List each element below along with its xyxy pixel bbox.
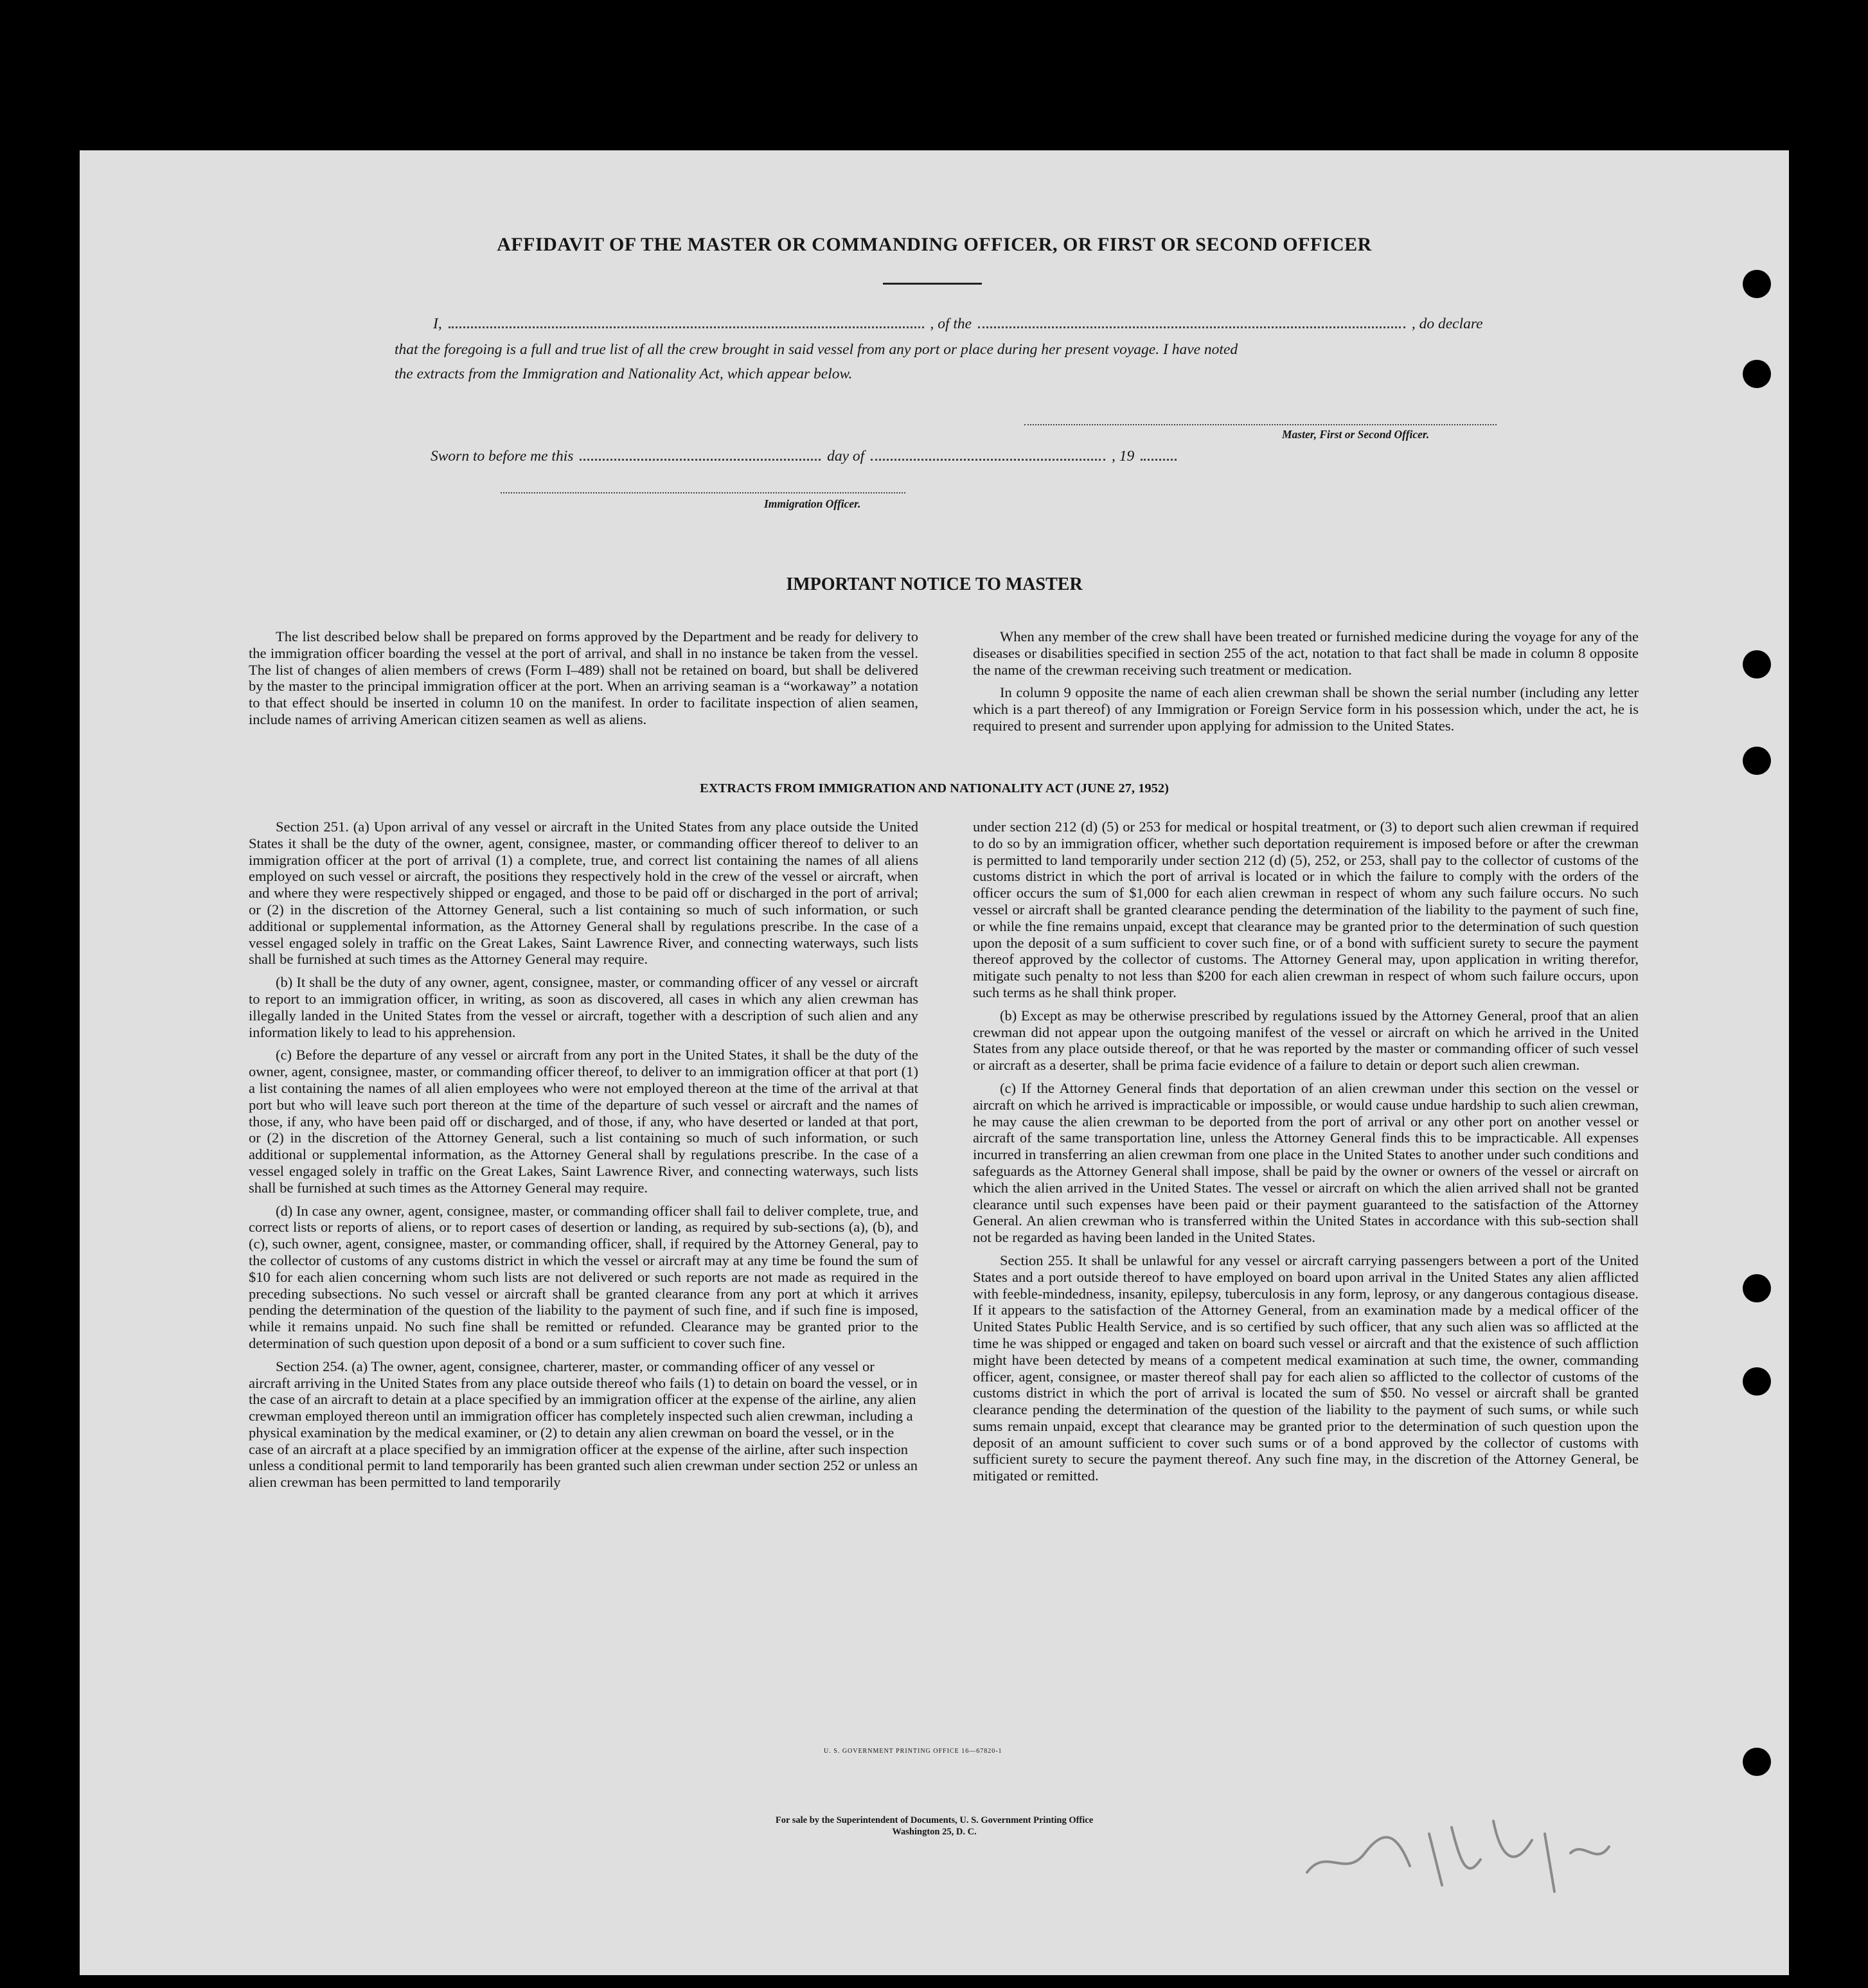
sworn-day-blank[interactable]	[580, 458, 821, 461]
year-label: , 19	[1111, 448, 1135, 465]
section-paragraph: Section 251. (a) Upon arrival of any vessel or aircraft in the United States from any place outside the United States it shall be the duty of the owner, agent, consignee, master, or commanding officer thereof to deliver to an immigration officer at the port of arrival (1) a complete, true, and correct list containing the names of all aliens employed on such vessel or aircraft, the positions they respectively hold in the crew of the vessel or aircraft, when and where they were respectively shipped or engaged, and those to be paid off or discharged in the port of arrival; or (2) in the discretion of the Attorney General, such a list containing so much of such information, or such additional or supplemental information, as the Attorney General shall by regulations prescribe. In the case of a vessel engaged solely in traffic on the Great Lakes, Saint Lawrence River, and connecting waterways, such lists shall be furnished at such times as the Attorney General may require.	[249, 819, 918, 968]
declaration-line-3: the extracts from the Immigration and Nationality Act, which appear below.	[395, 366, 853, 382]
section-paragraph: (b) Except as may be otherwise prescribed by regulations issued by the Attorney General, proof that an alien crewman did not appear upon the outgoing manifest of the vessel or aircraft on which he arrived in the United States from any place outside thereof, or that he was reported by the master or commanding officer of such vessel or aircraft as a deserter, shall be prima facie evidence of a failure to detain or deport such alien crewman.	[973, 1007, 1639, 1074]
binder-hole	[1743, 1748, 1771, 1776]
i-label: I,	[433, 315, 442, 332]
vessel-blank[interactable]	[978, 326, 1405, 328]
printing-office-imprint: U. S. GOVERNMENT PRINTING OFFICE 16—67820-1	[824, 1748, 1002, 1755]
notice-paragraph: The list described below shall be prepared on forms approved by the Department and be ready for delivery to the immigration officer boarding the vessel at the port of arrival, and shall in no instance be taken from the vessel. The list of changes of alien members of crews (Form I–489) shall not be retained on board, but shall be delivered by the master to the principal immigration officer at the port. When an arriving seaman is a “workaway” a notation to that effect should be inserted in column 10 on the manifest. In order to facilitate inspection of alien seamen, include names of arriving American citizen seamen as well as aliens.	[249, 628, 918, 727]
name-blank[interactable]	[449, 326, 924, 328]
section-paragraph: (c) If the Attorney General finds that deportation of an alien crewman under this section on the vessel or aircraft on which he arrived is impracticable or impossible, or would cause undue hardship to such alien crewman, he may cause the alien crewman to be deported from the port of arrival or any other port on another vessel or aircraft of the same transportation line, unless the Attorney General finds this to be impracticable. All expenses incurred in transferring an alien crewman from one place in the United States to another under such conditions and safeguards as the Attorney General shall impose, shall be paid by the owner or owners of the vessel or aircraft on which the alien arrived in the United States. The vessel or aircraft on which the alien arrived shall not be granted clearance until such expenses have been paid or their payment guaranteed to the satisfaction of the Attorney General. An alien crewman who is transferred within the United States in accordance with this sub-section shall not be regarded as having been landed in the United States.	[973, 1079, 1639, 1246]
of-the-label: , of the	[930, 315, 972, 332]
binder-hole	[1743, 270, 1771, 298]
day-of-label: day of	[827, 448, 865, 465]
affidavit-title: AFFIDAVIT OF THE MASTER OR COMMANDING OFFICER, OR FIRST OR SECOND OFFICER	[497, 234, 1372, 255]
extracts-left-column	[249, 819, 918, 1497]
sale-notice	[594, 1815, 1275, 1838]
notice-right-column	[973, 628, 1639, 741]
sworn-line	[431, 443, 1179, 469]
sworn-year-blank[interactable]	[1141, 458, 1177, 461]
extracts-right-column	[973, 819, 1639, 1491]
sale-line-2: Washington 25, D. C.	[892, 1827, 977, 1837]
notice-paragraph: When any member of the crew shall have been treated or furnished medicine during the voyage for any of the diseases or disabilities specified in section 255 of the act, notation to that fact shall be made in column 8 opposite the name of the crewman receiving such treatment or medication.	[973, 628, 1639, 678]
sale-line-1: For sale by the Superintendent of Documents, U. S. Government Printing Office	[775, 1815, 1094, 1825]
master-signature-line[interactable]	[1024, 424, 1497, 425]
binder-hole	[1743, 1274, 1771, 1302]
section-paragraph: Section 254. (a) The owner, agent, consignee, charterer, master, or commanding officer of any vessel or aircraft arriving in the United States from any place outside thereof who fails (1) to detain on board the vessel, or in the case of an aircraft to detain at a place specified by an immigration officer at the expense of the airline, any alien crewman employed thereon until an immigration officer has completely inspected such alien crewman, including a physical examination by the medical examiner, or (2) to detain any alien crewman on board the vessel, or in the case of an aircraft at a place specified by an immigration officer at the expense of the airline, after such inspection unless a conditional permit to land temporarily has been granted such alien crewman under section 252 or unless an alien crewman has been permitted to land temporarily	[249, 1358, 918, 1491]
immigration-officer-label: Immigration Officer.	[764, 497, 861, 510]
binder-hole	[1743, 360, 1771, 388]
section-paragraph: (b) It shall be the duty of any owner, agent, consignee, master, or commanding officer of any vessel or aircraft to report to an immigration officer, in writing, as soon as discovered, all cases in which any alien crewman has illegally landed in the United States from the vessel or aircraft, together with a description of such alien and any information likely to lead to his apprehension.	[249, 974, 918, 1040]
sworn-month-blank[interactable]	[871, 458, 1105, 461]
handwritten-scribble	[1301, 1795, 1622, 1911]
master-signature-label: Master, First or Second Officer.	[1282, 428, 1430, 441]
section-paragraph: under section 212 (d) (5) or 253 for medical or hospital treatment, or (3) to deport such alien crewman if required to do so by an immigration officer, whether such deportation requirement is imposed before or after the crewman is permitted to land temporarily under section 212 (d) (5), 252, or 253, shall pay to the collector of customs of the customs district in which the port of arrival is located or in which the failure to comply with the orders of the officer occurs the sum of $1,000 for each alien crewman in respect of whom any such failure occurs. No such vessel or aircraft shall be granted clearance pending the determination of the liability to the payment of such fine, or while the fine remains unpaid, except that clearance may be granted prior to the determination of such question upon the deposit of a sum sufficient to cover such fine, or of a bond with sufficient surety to secure the payment thereof approved by the collector of customs. The Attorney General may, upon application in writing therefor, mitigate such penalty to not less than $200 for each alien crewman in respect of whom such failure occurs, upon such terms as he shall think proper.	[973, 819, 1639, 1000]
declaration-line-2: that the foregoing is a full and true list of all the crew brought in said vessel from any port or place during her present voyage. I have noted	[395, 341, 1238, 358]
do-declare-label: , do declare	[1411, 315, 1483, 332]
notice-left-column	[249, 628, 918, 734]
title-underline	[883, 283, 982, 285]
section-paragraph: (c) Before the departure of any vessel or aircraft from any port in the United States, it shall be the duty of the owner, agent, consignee, master, or commanding officer thereof, to deliver to an immigration officer at that port (1) a list containing the names of all alien employees who were not employed thereon at the time of the arrival at that port but who will leave such port thereon at the time of the departure of such vessel or aircraft and the names of those, if any, who have been paid off or discharged, and of those, if any, who have deserted or landed at that port, or (2) in the discretion of the Attorney General, such a list containing so much of such information, or such additional or supplemental information, as the Attorney General shall by regulations prescribe. In the case of a vessel engaged solely in traffic on the Great Lakes, Saint Lawrence River, and connecting waterways, such lists shall be furnished at such times as the Attorney General may require.	[249, 1047, 918, 1196]
sworn-label: Sworn to before me this	[431, 448, 574, 465]
declaration-line-1	[433, 311, 1483, 337]
section-paragraph: Section 255. It shall be unlawful for any vessel or aircraft carrying passengers between a port of the United States and a port outside thereof to have employed on board upon arrival in the United States any alien afflicted with feeble-mindedness, insanity, epilepsy, tuberculosis in any form, leprosy, or any dangerous contagious disease. If it appears to the satisfaction of the Attorney General, from an examination made by a medical officer of the United States Public Health Service, and is so certified by such officer, that any such alien was so afflicted at the time he was shipped or engaged and taken on board such vessel or aircraft and that the existence of such affliction might have been detected by means of a competent medical examination at such time, the owner, commanding officer, agent, consignee, or master thereof shall pay for each alien so afflicted to the collector of customs of the customs district in which the port of arrival is located the sum of $50. No vessel or aircraft shall be granted clearance pending the determination of the question of the liability to the payment of such sums, or while such sums remain unpaid, except that clearance may be granted prior to the determination of such question upon the deposit of an amount sufficient to cover such sums or of a bond approved by the collector of customs with sufficient surety to secure the payment thereof. Any such fine may, in the discretion of the Attorney General, be mitigated or remitted.	[973, 1252, 1639, 1484]
binder-hole	[1743, 650, 1771, 679]
binder-hole	[1743, 747, 1771, 775]
binder-hole	[1743, 1367, 1771, 1396]
notice-paragraph: In column 9 opposite the name of each alien crewman shall be shown the serial number (including any letter which is a part thereof) of any Immigration or Foreign Service form in his possession which, under the act, he is required to present and surrender upon applying for admission to the United States.	[973, 684, 1639, 734]
immigration-officer-signature-line[interactable]	[501, 492, 905, 493]
notice-title: IMPORTANT NOTICE TO MASTER	[786, 574, 1083, 594]
section-paragraph: (d) In case any owner, agent, consignee, master, or commanding officer shall fail to deliver complete, true, and correct lists or reports of aliens, or to report cases of desertion or landing, as required by sub-sections (a), (b), and (c), such owner, agent, consignee, master, or commanding officer, shall, if required by the Attorney General, pay to the collector of customs of any customs district in which the vessel or aircraft may at any time be found the sum of $10 for each alien concerning whom such lists are not delivered or such reports are not made as required in the preceding subsections. No such vessel or aircraft shall be granted clearance from any port at which it arrives pending the determination of the question of the liability to the payment of such fine, and if such fine is imposed, while it remains unpaid. No such fine shall be remitted or refunded. Clearance may be granted prior to the determination of such question upon deposit of a bond or a sum sufficient to cover such fine.	[249, 1202, 918, 1351]
document-page	[80, 150, 1789, 1975]
extracts-title: EXTRACTS FROM IMMIGRATION AND NATIONALITY ACT (JUNE 27, 1952)	[700, 781, 1169, 795]
